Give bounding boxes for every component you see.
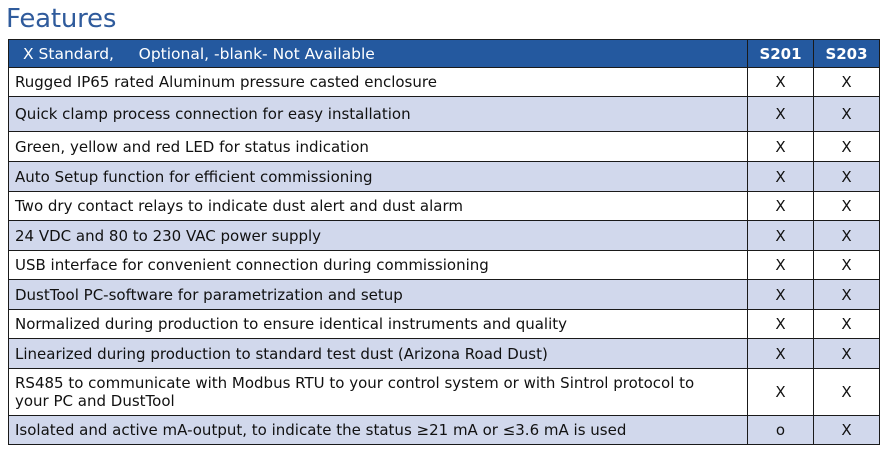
table-row bbox=[9, 68, 880, 97]
optional-mark-cell: o bbox=[748, 416, 814, 445]
legend-header: X Standard, Optional, -blank- Not Available bbox=[9, 40, 748, 68]
s203-cell: X bbox=[814, 251, 880, 280]
s203-cell: X bbox=[814, 280, 880, 310]
table-row bbox=[9, 369, 880, 416]
feature-cell: Rugged IP65 rated Aluminum pressure casted enclosure bbox=[9, 68, 748, 97]
feature-cell: DustTool PC-software for parametrization and setup bbox=[9, 280, 748, 310]
feature-cell: USB interface for convenient connection during commissioning bbox=[9, 251, 748, 280]
feature-cell: RS485 to communicate with Modbus RTU to your control system or with Sintrol protocol to your PC and DustTool bbox=[9, 369, 748, 416]
s203-cell: X bbox=[814, 369, 880, 416]
table-row bbox=[9, 97, 880, 132]
feature-cell: Two dry contact relays to indicate dust alert and dust alarm bbox=[9, 192, 748, 221]
s203-cell: X bbox=[814, 192, 880, 221]
s201-cell: X bbox=[748, 221, 814, 251]
table-row bbox=[9, 132, 880, 162]
page-title: Features bbox=[6, 4, 117, 34]
s201-cell: X bbox=[748, 97, 814, 132]
s201-cell: X bbox=[748, 310, 814, 339]
table-row bbox=[9, 221, 880, 251]
feature-cell: Normalized during production to ensure identical instruments and quality bbox=[9, 310, 748, 339]
feature-cell: Isolated and active mA-output, to indicate the status ≥21 mA or ≤3.6 mA is used bbox=[9, 416, 748, 445]
s203-cell: X bbox=[814, 162, 880, 192]
table-row bbox=[9, 251, 880, 280]
table-row bbox=[9, 339, 880, 369]
table-row bbox=[9, 310, 880, 339]
feature-cell: Green, yellow and red LED for status indication bbox=[9, 132, 748, 162]
s203-cell: X bbox=[814, 68, 880, 97]
feature-cell: Quick clamp process connection for easy installation bbox=[9, 97, 748, 132]
features-table bbox=[8, 39, 880, 445]
s201-cell: X bbox=[748, 162, 814, 192]
s201-cell: X bbox=[748, 68, 814, 97]
table-row bbox=[9, 280, 880, 310]
s203-cell: X bbox=[814, 416, 880, 445]
s203-cell: X bbox=[814, 310, 880, 339]
model-header-s203: S203 bbox=[814, 40, 880, 68]
s203-cell: X bbox=[814, 132, 880, 162]
s201-cell: X bbox=[748, 192, 814, 221]
table-row bbox=[9, 416, 880, 445]
s203-cell: X bbox=[814, 97, 880, 132]
table-header-row bbox=[9, 40, 880, 68]
s201-cell: X bbox=[748, 339, 814, 369]
s201-cell: X bbox=[748, 280, 814, 310]
s201-cell: X bbox=[748, 251, 814, 280]
feature-cell: Linearized during production to standard test dust (Arizona Road Dust) bbox=[9, 339, 748, 369]
feature-cell: Auto Setup function for efficient commissioning bbox=[9, 162, 748, 192]
s203-cell: X bbox=[814, 221, 880, 251]
model-header-s201: S201 bbox=[748, 40, 814, 68]
s201-cell: X bbox=[748, 132, 814, 162]
s201-cell: X bbox=[748, 369, 814, 416]
table-row bbox=[9, 162, 880, 192]
table-row bbox=[9, 192, 880, 221]
feature-cell: 24 VDC and 80 to 230 VAC power supply bbox=[9, 221, 748, 251]
s203-cell: X bbox=[814, 339, 880, 369]
